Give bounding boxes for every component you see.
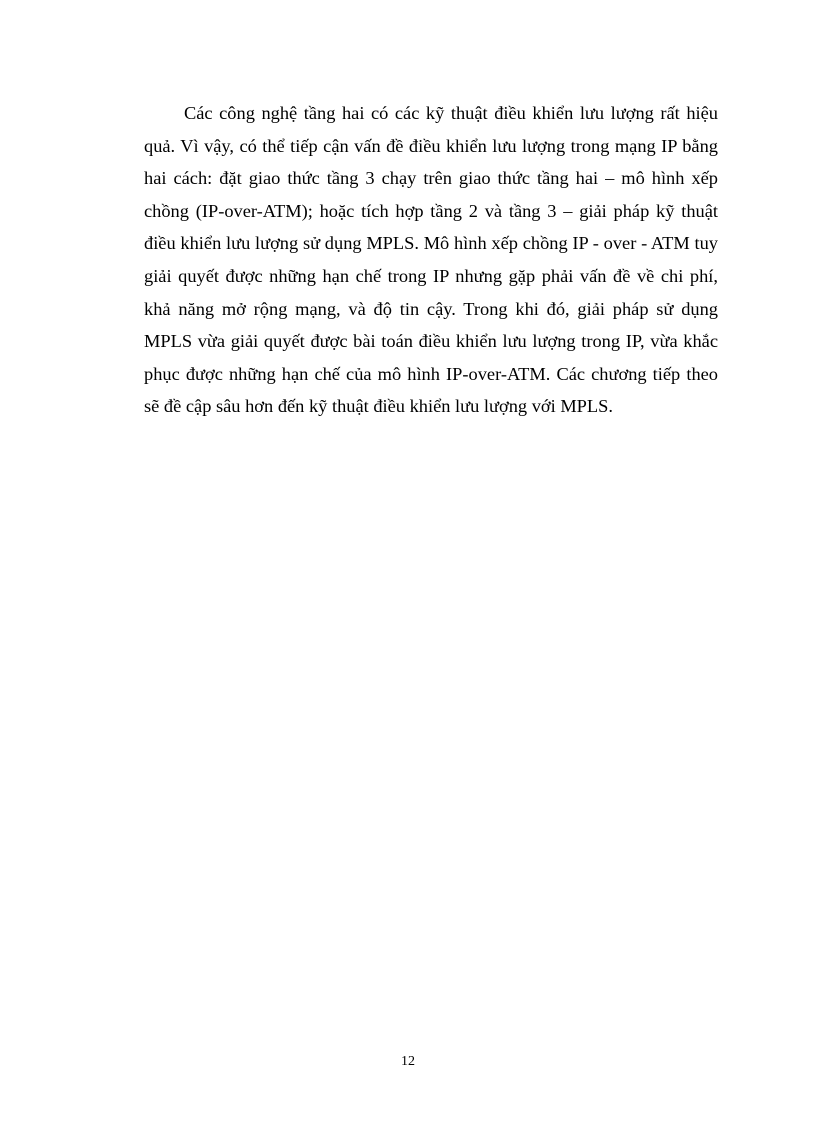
body-paragraph: Các công nghệ tầng hai có các kỹ thuật điều khiển lưu lượng rất hiệu quả. Vì vậy, có thể tiếp cận vấn đề điều khiển lưu lượng trong mạng IP bằng hai cách: đặt giao thức tầng 3 chạy trên giao thức tầng hai – mô hình xếp chồng (IP-over-ATM); hoặc tích hợp tầng 2 và tầng 3 – giải pháp kỹ thuật điều khiển lưu lượng sử dụng MPLS. Mô hình xếp chồng IP - over - ATM tuy giải quyết được những hạn chế trong IP nhưng gặp phải vấn đề về chi phí, khả năng mở rộng mạng, và độ tin cậy. Trong khi đó, giải pháp sử dụng MPLS vừa giải quyết được bài toán điều khiển lưu lượng trong IP, vừa khắc phục được những hạn chế của mô hình IP-over-ATM. Các chương tiếp theo sẽ đề cập sâu hơn đến kỹ thuật điều khiển lưu lượng với MPLS. [144,103,718,417]
page-number: 12 [401,1054,415,1069]
